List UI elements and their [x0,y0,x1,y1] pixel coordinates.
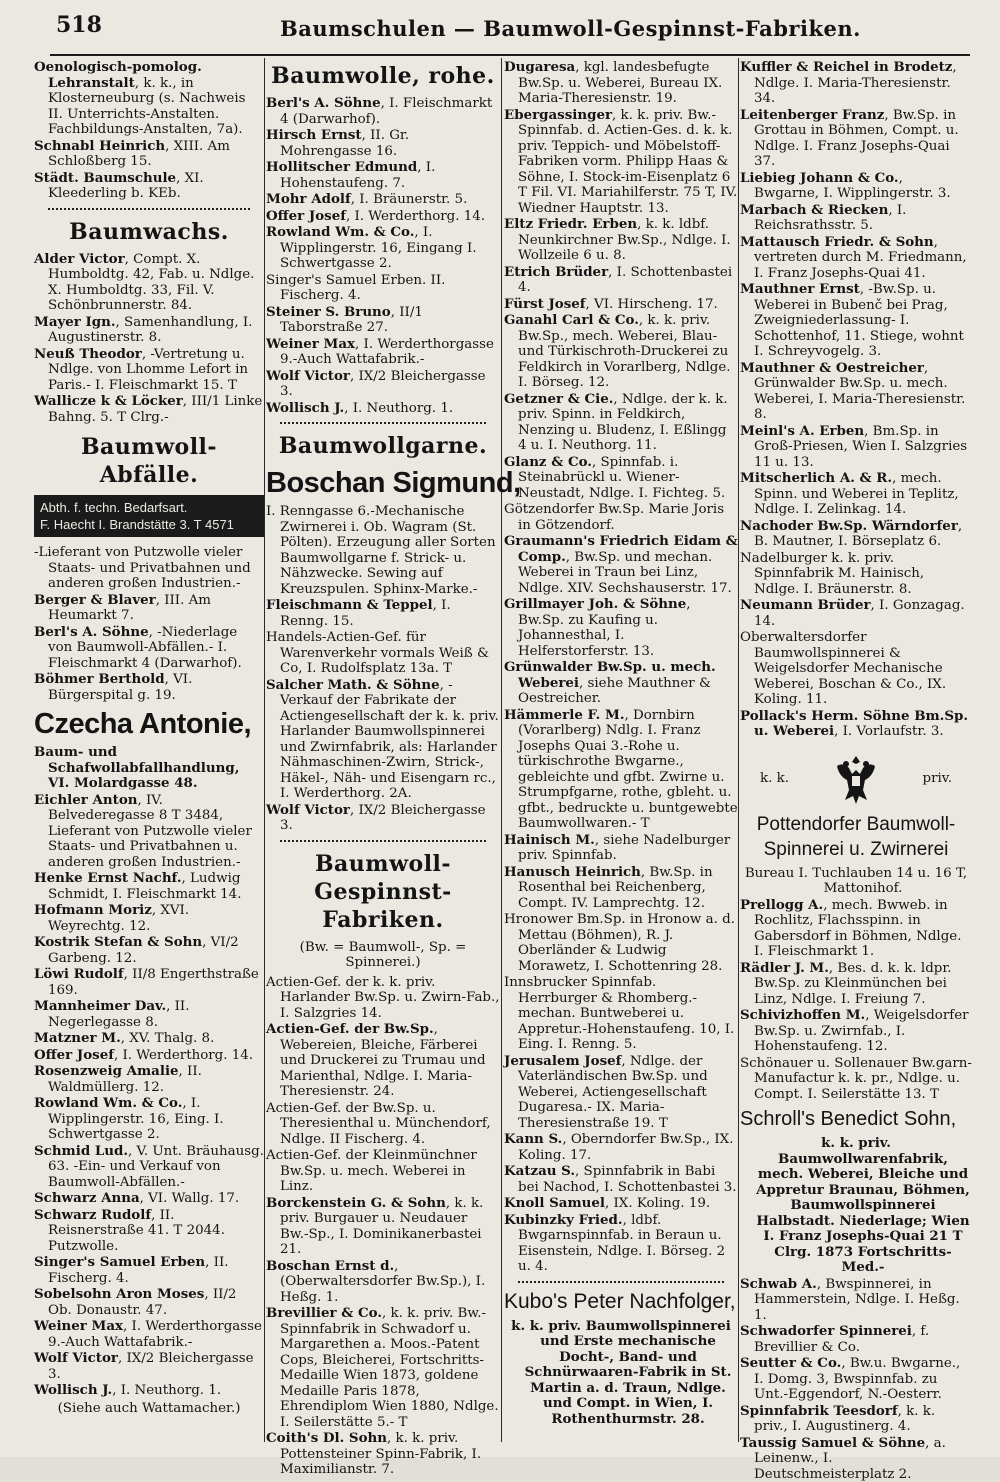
directory-entry: Brevillier & Co., k. k. priv. Bw.-Spinnfabrik in Schwadorf u. Margarethen a. Moos.-Patent Cops, Bleicherei, Fortschritts-Medaille Wien 1873, goldene Medaille Paris 1878, Ehrendiplom Wien 1880, Ndlge. I. Seilerstätte 5.- T [266,1306,500,1430]
ad-title-kubo: Kubo's Peter Nachfolger, [504,1289,738,1315]
directory-entry: Ebergassinger, k. k. priv. Bw.-Spinnfab. d. Actien-Ges. d. k. k. priv. Teppich- und Möbelstoff-Fabriken vorm. Philipp Haas & Söhne, I. Stock-im-Eisenplatz 6 T Fil. VI. Mariahilferstr. 75 T, IV. Wiedner Hauptstr. 13. [504,108,738,217]
directory-entry: Dugaresa, kgl. landesbefugte Bw.Sp. u. Weberei, Bureau IX. Maria-Theresienstr. 19. [504,60,738,107]
eagle-label-left: k. k. [760,771,789,787]
ad-text-kubo: k. k. priv. Baumwollspinnerei und Erste mechanische Docht-, Band- und Schnürwaaren-Fabrik in St. Martin a. d. Traun, Ndlge. und Compt. in Wien, I. Rothenthurmstr. 28. [504,1319,738,1428]
directory-entry: Handels-Actien-Gef. für Warenverkehr vormals Weiß & Co, I. Rudolfsplatz 13a. T [266,630,500,677]
directory-entry: Borckenstein G. & Sohn, k. k. priv. Burgauer u. Neudauer Bw.-Sp., I. Dominikanerbastei 21. [266,1196,500,1258]
directory-entry: Fürst Josef, VI. Hirscheng. 17. [504,297,738,313]
section-heading-baumwachs: Baumwachs. [34,218,264,246]
directory-entry: Wollisch J., I. Neuthorg. 1. [34,1383,264,1399]
entry-list [34,545,264,703]
directory-entry: Offer Josef, I. Werderthorg. 14. [34,1048,264,1064]
directory-entry: Salcher Math. & Söhne, -Verkauf der Fabrikate der Actiengesellschaft der k. k. priv. Harlander Baumwollspinnerei und Zwirnfabrik, als: Harlander Nähmaschinen-Zwirn, Strick-, Häkel-, Näh- und Eisengarn rc., I. Werderthorg. 2A. [266,678,500,802]
directory-entry: Wolf Victor, IX/2 Bleichergasse 3. [34,1351,264,1382]
section-heading-garne: Baumwollgarne. [266,432,500,460]
directory-entry: Katzau S., Spinnfabrik in Babi bei Nachod, I. Schottenbastei 3. [504,1164,738,1195]
directory-entry: Berl's A. Söhne, -Niederlage von Baumwoll-Abfällen.- I. Fleischmarkt 4 (Darwarhof). [34,625,264,672]
eagle-emblem-row [760,752,952,806]
directory-entry: Nachoder Bw.Sp. Wärndorfer, B. Mautner, I. Börseplatz 6. [740,519,972,550]
directory-entry: Schwarz Anna, VI. Wallg. 17. [34,1191,264,1207]
directory-entry: Schwarz Rudolf, II. Reisnerstraße 41. T 2044. Putzwolle. [34,1208,264,1255]
page-number: 518 [56,12,102,38]
directory-entry: Berl's A. Söhne, I. Fleischmarkt 4 (Darwarhof). [266,96,500,127]
directory-entry: Schwadorfer Spinnerei, f. Brevillier & Co. [740,1324,972,1355]
directory-entry: Schivizhoffen M., Weigelsdorfer Bw.Sp. u. Zwirnfab., I. Hohenstaufeng. 12. [740,1008,972,1055]
directory-entry: Mitscherlich A. & R., mech. Spinn. und Weberei in Teplitz, Ndlge. I. Zelinkag. 14. [740,471,972,518]
section-heading-fabriken: Baumwoll-Gespinnst-Fabriken. [266,850,500,934]
directory-entry: Eichler Anton, IV. Belvederegasse 8 T 3484, Lieferant von Putzwolle vieler Staats- und Privatbahnen u. anderen großen Industrien.- [34,793,264,871]
directory-entry: -Lieferant von Putzwolle vieler Staats- und Privatbahnen und anderen großen Industrien.- [34,545,264,592]
column-divider [501,58,502,1442]
directory-entry: Actien-Gef. der k. k. priv. Harlander Bw.Sp. u. Zwirn-Fab., I. Salzgries 14. [266,975,500,1022]
directory-entry: Oberwaltersdorfer Baumwollspinnerei & Weigelsdorfer Mechanische Weberei, Boschan & Co., IX. Koling. 11. [740,630,972,708]
directory-entry: Mauthner Ernst, -Bw.Sp. u. Weberei in Bubenč bei Prag, Zweigniederlassung- I. Schottenhof, 11. Stiege, wohnt I. Schreyvogelg. 3. [740,282,972,360]
double-eagle-icon [833,752,879,806]
directory-entry: Hainisch M., siehe Nadelburger priv. Spinnfab. [504,833,738,864]
directory-entry: Nadelburger k. k. priv. Spinnfabrik M. Hainisch, Ndlge. I. Bräunerstr. 8. [740,551,972,598]
directory-entry: Wallicze k & Löcker, III/1 Linke Bahng. 5. T Clrg.- [34,394,264,425]
entry-list [740,898,972,1103]
directory-entry: Actien-Gef. der Kleinmünchner Bw.Sp. u. mech. Weberei in Linz. [266,1148,500,1195]
directory-entry: Schnabl Heinrich, XIII. Am Schloßberg 15. [34,139,264,170]
directory-entry: Neumann Brüder, I. Gonzagag. 14. [740,598,972,629]
ad-text-schroll: k. k. priv. Baumwollwarenfabrik, mech. Weberei, Bleiche und Appretur Braunau, Böhmen, Baumwollspinnerei Halbstadt. Niederlage; Wien I. Franz Josephs-Quai 21 T Clrg. 1873 Fortschritts-Med.- [740,1136,972,1276]
directory-entry: Mannheimer Dav., II. Negerlegasse 8. [34,999,264,1030]
directory-entry: Glanz & Co., Spinnfab. i. Steinabrückl u. Wiener-Neustadt, Ndlge. I. Fichteg. 5. [504,455,738,502]
running-title: Baumschulen — Baumwoll-Gespinnst-Fabriken. [280,16,770,41]
entry-list [266,96,500,416]
column-1 [34,60,264,1440]
dotted-divider [280,840,486,842]
dotted-divider [48,208,250,210]
directory-entry: Coith's Dl. Sohn, k. k. priv. Pottensteiner Spinn-Fabrik, I. Maximilianstr. 7. [266,1431,500,1478]
advertiser-stamp [34,495,264,537]
directory-entry: Kann S., Oberndorfer Bw.Sp., IX. Koling. 17. [504,1132,738,1163]
directory-entry: Alder Victor, Compt. X. Humboldtg. 42, Fab. u. Ndlge. X. Humboldtg. 33, Fil. V. Schönbrunnerstr. 84. [34,252,264,314]
directory-entry: Spinnfabrik Teesdorf, k. k. priv., I. Augustinerg. 4. [740,1404,972,1435]
directory-entry: Pollack's Herm. Söhne Bm.Sp. u. Weberei, I. Vorlaufstr. 3. [740,709,972,740]
dotted-divider [518,1281,724,1283]
stamp-line: F. Haecht I. Brandstätte 3. T 4571 [40,516,258,533]
directory-entry: Kuffler & Reichel in Brodetz, Ndlge. I. Maria-Theresienstr. 34. [740,60,972,107]
directory-entry: Grünwalder Bw.Sp. u. mech. Weberei, siehe Mauthner & Oestreicher. [504,660,738,707]
directory-entry: Knoll Samuel, IX. Koling. 19. [504,1196,738,1212]
directory-entry: I. Renngasse 6.-Mechanische Zwirnerei i. Ob. Wagram (St. Pölten). Erzeugung aller Sorten Baumwollgarne f. Strick- u. Nähzwecke. Sewing auf Kreuzspulen. Sphinx-Marke.- [266,504,500,597]
directory-entry: Hollitscher Edmund, I. Hohenstaufeng. 7. [266,160,500,191]
stamp-line: Abth. f. techn. Bedarfsart. [40,499,258,516]
entry-list [740,1277,972,1482]
directory-entry: Hämmerle F. M., Dornbirn (Vorarlberg) Ndlg. I. Franz Josephs Quai 3.-Rohe u. türkischrothe Bwgarne., gebleichte und gfbt. Zwirne u. Strumpfgarne, rothe, gbleht. u. gfbt., bedruckte u. buntgewebte Baumwollwaren.- T [504,708,738,832]
directory-entry: Grillmayer Joh. & Söhne, Bw.Sp. zu Kaufing u. Johannesthal, I. Helferstorferstr. 13. [504,597,738,659]
directory-entry: Weiner Max, I. Werderthorgasse 9.-Auch Wattafabrik.- [34,1319,264,1350]
footnote: (Siehe auch Wattamacher.) [34,1401,264,1417]
entry-list [740,60,972,740]
section-heading-rohe: Baumwolle, rohe. [266,62,500,90]
directory-entry: Wolf Victor, IX/2 Bleichergasse 3. [266,803,500,834]
directory-entry: Getzner & Cie., Ndlge. der k. k. priv. Spinn. in Feldkirch, Nenzing u. Bludenz, I. Eßlingg 4 u. I. Neuthorg. 11. [504,392,738,454]
directory-entry: Actien-Gef. der Bw.Sp., Webereien, Bleiche, Färberei und Druckerei zu Trumau und Marienthal, Ndlge. I. Maria-Theresienstr. 24. [266,1022,500,1100]
directory-entry: Marbach & Riecken, I. Reichsrathsstr. 5. [740,203,972,234]
ad-title-schroll: Schroll's Benedict Sohn, [740,1106,972,1132]
directory-entry: Offer Josef, I. Werderthorg. 14. [266,209,500,225]
column-3 [504,60,738,1440]
directory-entry: Kubinzky Fried., ldbf. Bwgarnspinnfab. in Beraun u. Eisenstein, Ndlge. I. Börseg. 2 u. 4. [504,1213,738,1275]
directory-entry: Böhmer Berthold, VI. Bürgerspital g. 19. [34,672,264,703]
eagle-label-right: priv. [923,771,953,787]
directory-entry: Rowland Wm. & Co., I. Wipplingerstr. 16, Eing. I. Schwertgasse 2. [34,1096,264,1143]
ad-text-pottendorfer: Bureau I. Tuchlauben 14 u. 16 T, Mattonihof. [740,866,972,897]
directory-entry: Kostrik Stefan & Sohn, VI/2 Garbeng. 12. [34,935,264,966]
section-heading-abfaelle: Baumwoll-Abfälle. [34,433,264,489]
directory-entry: Fleischmann & Teppel, I. Renng. 15. [266,598,500,629]
directory-entry: Mauthner & Oestreicher, Grünwalder Bw.Sp. u. mech. Weberei, I. Maria-Theresienstr. 8. [740,361,972,423]
directory-entry: Etrich Brüder, I. Schottenbastei 4. [504,265,738,296]
directory-entry: Hofmann Moriz, XVI. Weyrechtg. 12. [34,903,264,934]
directory-entry: Meinl's A. Erben, Bm.Sp. in Groß-Priesen, Wien I. Salzgries 11 u. 13. [740,424,972,471]
directory-entry: Schmid Lud., V. Unt. Bräuhausg. 63. -Ein- und Verkauf von Baumwoll-Abfällen.- [34,1144,264,1191]
directory-entry: Wolf Victor, IX/2 Bleichergasse 3. [266,369,500,400]
directory-entry: Rosenzweig Amalie, II. Waldmüllerg. 12. [34,1064,264,1095]
entry-list [266,975,500,1478]
directory-entry: Oenologisch-pomolog. Lehranstalt, k. k., in Klosterneuburg (s. Nachweis II. Unterrichts-Anstalten. Fachbildungs-Anstalten, 7a). [34,60,264,138]
directory-entry: Sobelsohn Aron Moses, II/2 Ob. Donaustr. 47. [34,1287,264,1318]
directory-entry: Taussig Samuel & Söhne, a. Leinenw., I. Deutschmeisterplatz 2. [740,1436,972,1482]
entry-list [266,504,500,834]
directory-entry: Götzendorfer Bw.Sp. Marie Joris in Götzendorf. [504,502,738,533]
directory-entry: Löwi Rudolf, II/8 Engerthstraße 169. [34,967,264,998]
directory-entry: Henke Ernst Nachf., Ludwig Schmidt, I. Fleischmarkt 14. [34,871,264,902]
directory-entry: Hirsch Ernst, II. Gr. Mohrengasse 16. [266,128,500,159]
abbreviation-note: (Bw. = Baumwoll-, Sp. = Spinnerei.) [266,940,500,971]
column-4 [740,60,972,1440]
directory-entry: Boschan Ernst d., (Oberwaltersdorfer Bw.Sp.), I. Heßg. 1. [266,1259,500,1306]
featured-name-boschan: Boschan Sigmund, [266,466,500,500]
directory-entry: Graumann's Friedrich Eidam & Comp., Bw.Sp. und mechan. Weberei in Traun bei Linz, Ndlge. XIV. Sechshauserstr. 17. [504,534,738,596]
directory-entry: Mohr Adolf, I. Bräunerstr. 5. [266,192,500,208]
dotted-divider [280,422,486,424]
directory-entry: Matzner M., XV. Thalg. 8. [34,1031,264,1047]
directory-entry: Eltz Friedr. Erben, k. k. ldbf. Neunkirchner Bw.Sp., Ndlge. I. Wollzeile 6 u. 8. [504,217,738,264]
directory-entry: Singer's Samuel Erben. II. Fischerg. 4. [266,273,500,304]
directory-entry: Städt. Baumschule, XI. Kleederling b. KEb. [34,171,264,202]
entry-list [34,60,264,202]
directory-entry: Schönauer u. Sollenauer Bw.garn-Manufactur k. k. pr., Ndlge. u. Compt. I. Seilerstätte 13. T [740,1056,972,1103]
featured-name-czecha: Czecha Antonie, [34,707,264,741]
directory-entry: Singer's Samuel Erben, II. Fischerg. 4. [34,1255,264,1286]
directory-entry: Mayer Ign., Samenhandlung, I. Augustinerstr. 8. [34,315,264,346]
directory-entry: Actien-Gef. der Bw.Sp. u. Theresienthal u. Münchendorf, Ndlge. II Fischerg. 4. [266,1101,500,1148]
directory-entry: Schwab A., Bwspinnerei, in Hammerstein, Ndlge. I. Heßg. 1. [740,1277,972,1324]
column-2 [266,60,500,1440]
ad-title-pottendorfer: Pottendorfer Baumwoll-Spinnerei u. Zwirnerei [740,812,972,862]
directory-entry: Mattausch Friedr. & Sohn, vertreten durch M. Friedmann, I. Franz Josephs-Quai 41. [740,235,972,282]
directory-entry: Neuß Theodor, -Vertretung u. Ndlge. von Lhomme Lefort in Paris.- I. Fleischmarkt 15. T [34,347,264,394]
directory-entry: Liebieg Johann & Co., Bwgarne, I. Wipplingerstr. 3. [740,171,972,202]
directory-entry: Hronower Bm.Sp. in Hronow a. d. Mettau (Böhmen), R. J. Oberländer & Ludwig Morawetz, I. Schottenring 28. [504,912,738,974]
directory-entry: Leitenberger Franz, Bw.Sp. in Grottau in Böhmen, Compt. u. Ndlge. I. Franz Josephs-Quai 37. [740,108,972,170]
directory-entry: Seutter & Co., Bw.u. Bwgarne., I. Domg. 3, Bwspinnfab. zu Unt.-Eggendorf, N.-Oesterr. [740,1356,972,1403]
column-divider [264,58,265,1442]
column-divider [738,58,739,1442]
directory-entry: Innsbrucker Spinnfab. Herrburger & Rhomberg.-mechan. Buntweberei u. Appretur.-Hohenstaufeng. 10, I. Eing. I. Renng. 5. [504,975,738,1053]
directory-entry: Weiner Max, I. Werderthorgasse 9.-Auch Wattafabrik.- [266,337,500,368]
header-rule [50,54,970,56]
directory-entry: Prellogg A., mech. Bwweb. in Rochlitz, Flachsspinn. in Gabersdorf in Böhmen, Ndlge. I. Fleischmarkt 1. [740,898,972,960]
directory-entry: Rowland Wm. & Co., I. Wipplingerstr. 16, Eingang I. Schwertgasse 2. [266,225,500,272]
directory-entry: Rädler J. M., Bes. d. k. k. ldpr. Bw.Sp. zu Kleinmünchen bei Linz, Ndlge. I. Freiung 7. [740,961,972,1008]
directory-entry: Wollisch J., I. Neuthorg. 1. [266,401,500,417]
directory-entry: Steiner S. Bruno, II/1 Taborstraße 27. [266,305,500,336]
entry-list [34,252,264,426]
featured-text-czecha: Baum- und Schafwollabfallhandlung, VI. Molardgasse 48. [34,745,264,792]
directory-entry: Ganahl Carl & Co., k. k. priv. Bw.Sp., mech. Weberei, Blau- und Türkischroth-Druckerei zu Feldkirch in Vorarlberg, Ndlge. I. Börseg. 12. [504,313,738,391]
entry-list [34,793,264,1399]
directory-entry: Berger & Blaver, III. Am Heumarkt 7. [34,593,264,624]
directory-entry: Jerusalem Josef, Ndlge. der Vaterländischen Bw.Sp. und Weberei, Actiengesellschaft Dugaresa.- IX. Maria-Theresienstraße 19. T [504,1054,738,1132]
directory-entry: Hanusch Heinrich, Bw.Sp. in Rosenthal bei Reichenberg, Compt. IV. Lamprechtg. 12. [504,865,738,912]
entry-list [504,60,738,1275]
